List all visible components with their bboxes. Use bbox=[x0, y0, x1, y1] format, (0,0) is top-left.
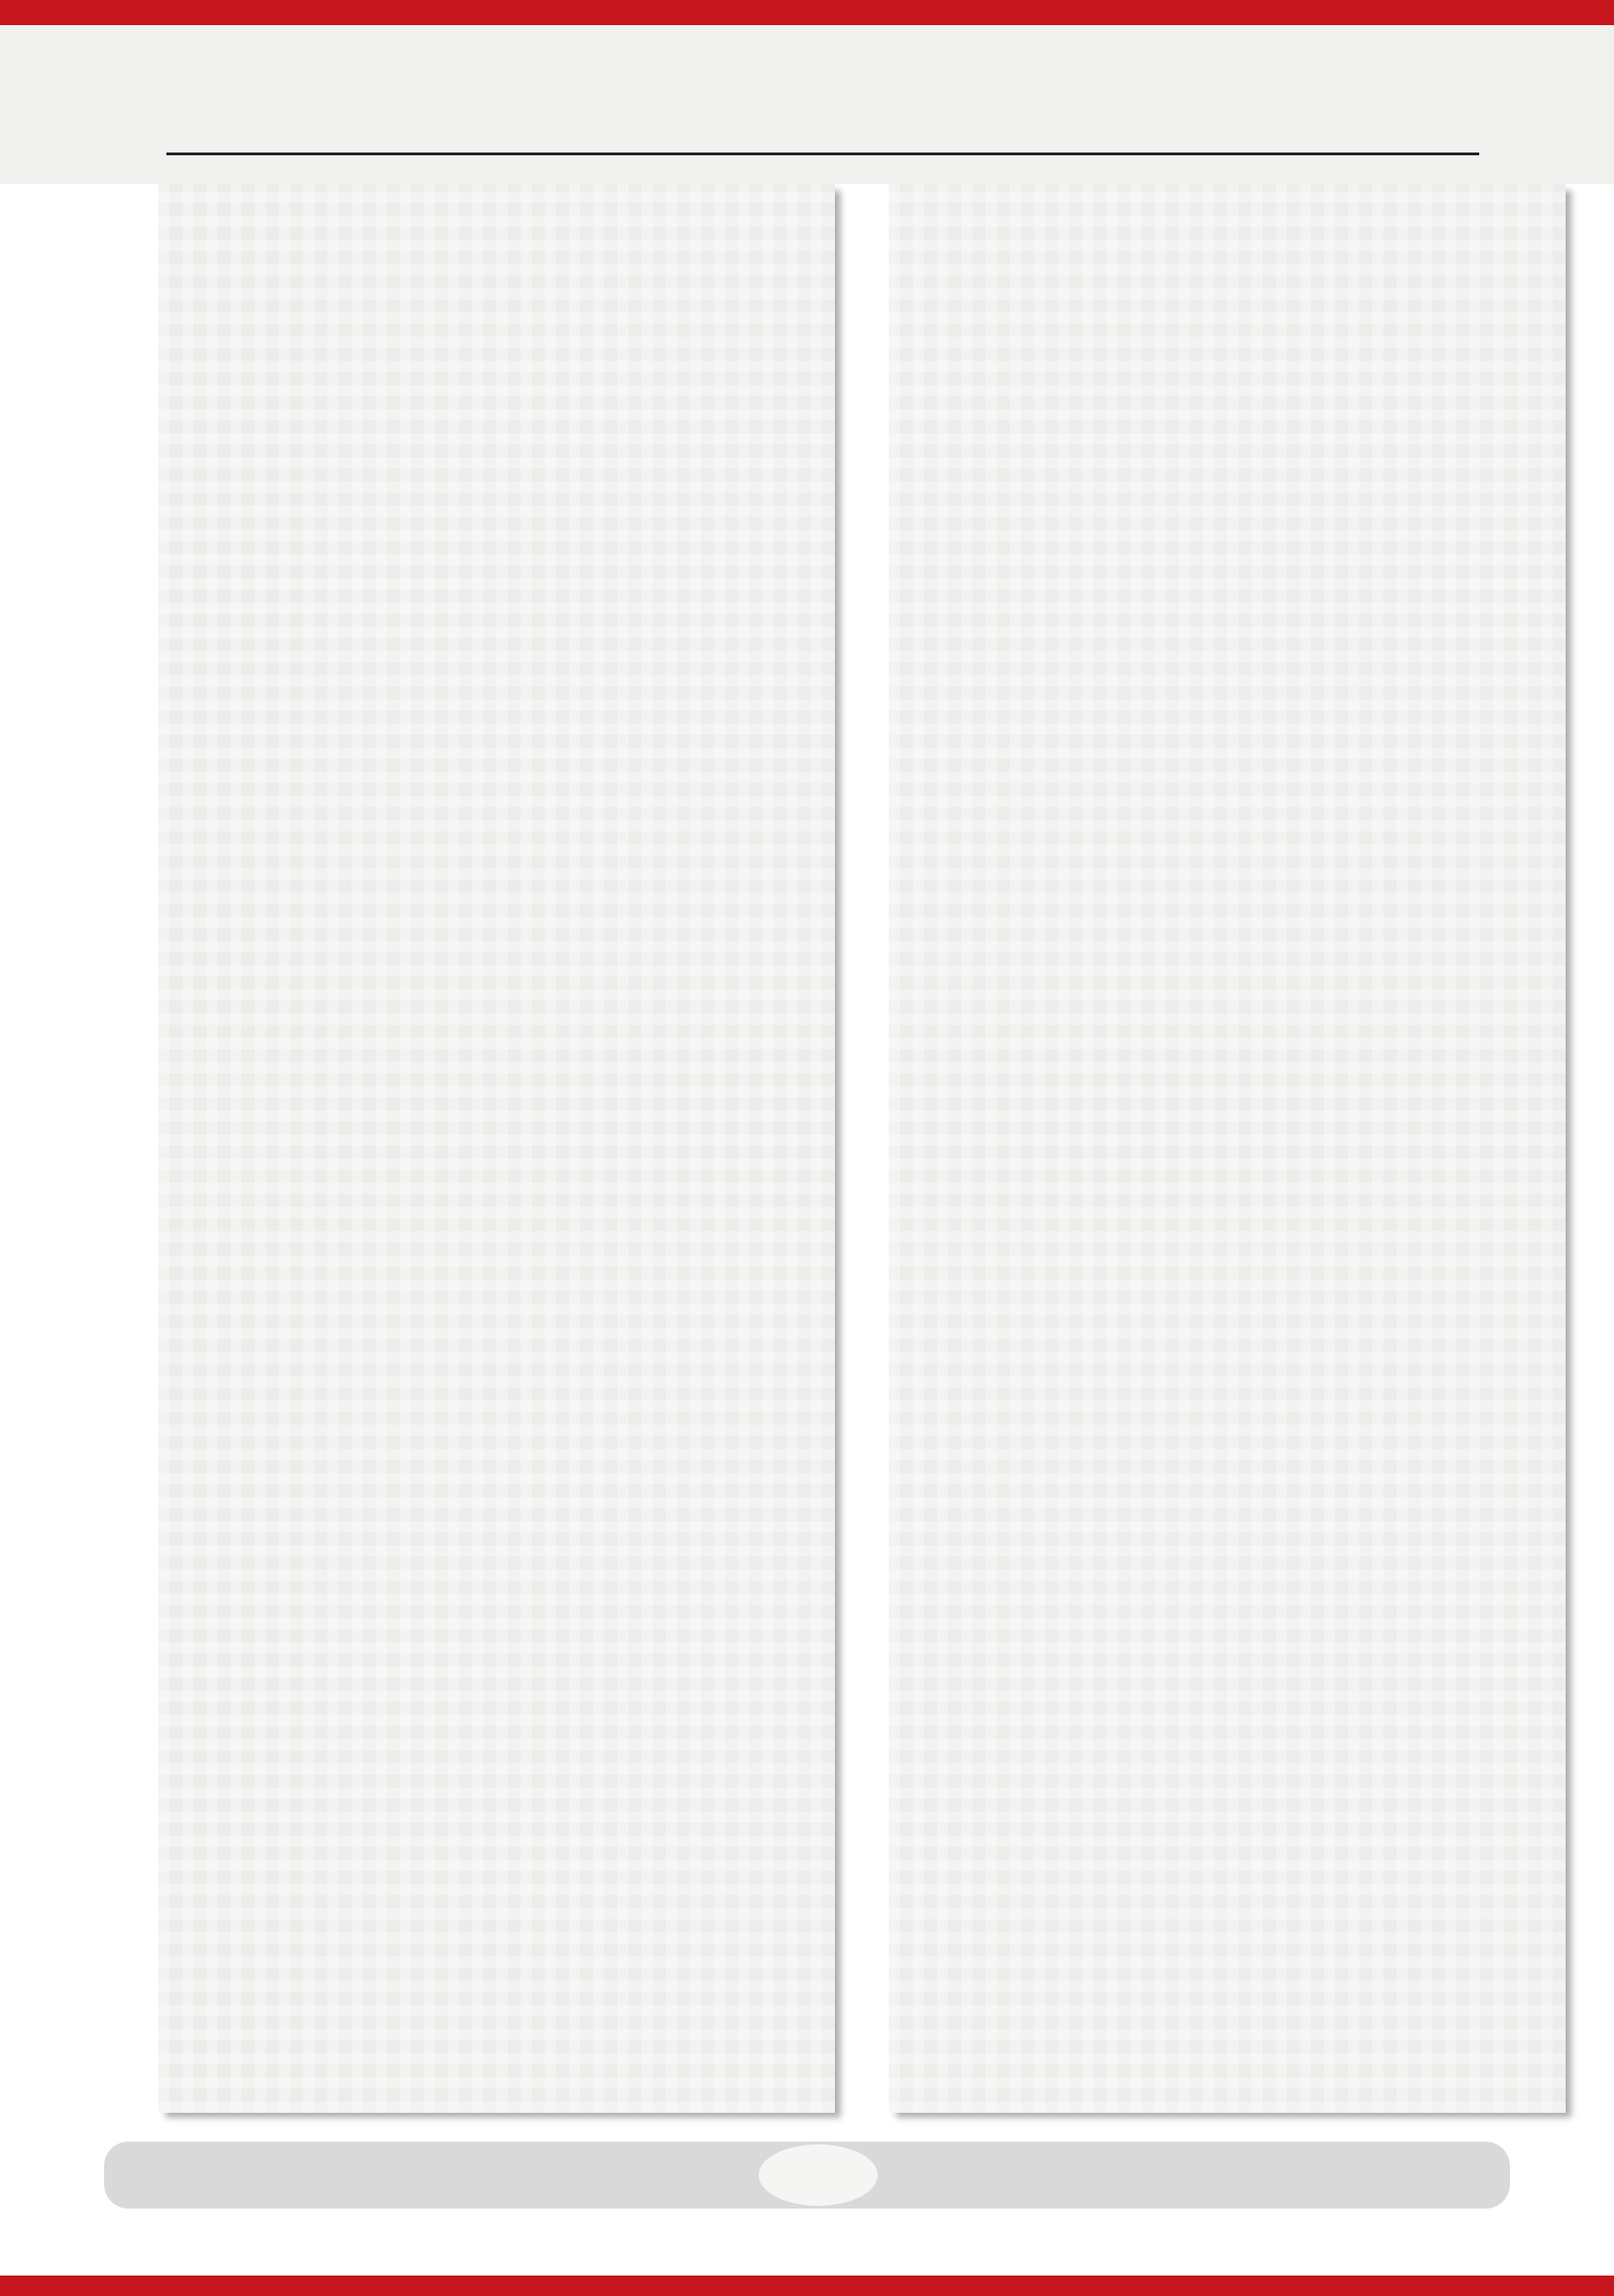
header-rule bbox=[166, 153, 1479, 155]
bottom-red-band bbox=[0, 2276, 1614, 2296]
right-column bbox=[889, 184, 1566, 2113]
top-red-band bbox=[0, 0, 1614, 25]
page-number-badge bbox=[759, 2144, 878, 2206]
header-band bbox=[0, 25, 1614, 184]
left-column bbox=[158, 184, 835, 2113]
alphabet-index-sidebar bbox=[0, 0, 158, 2296]
